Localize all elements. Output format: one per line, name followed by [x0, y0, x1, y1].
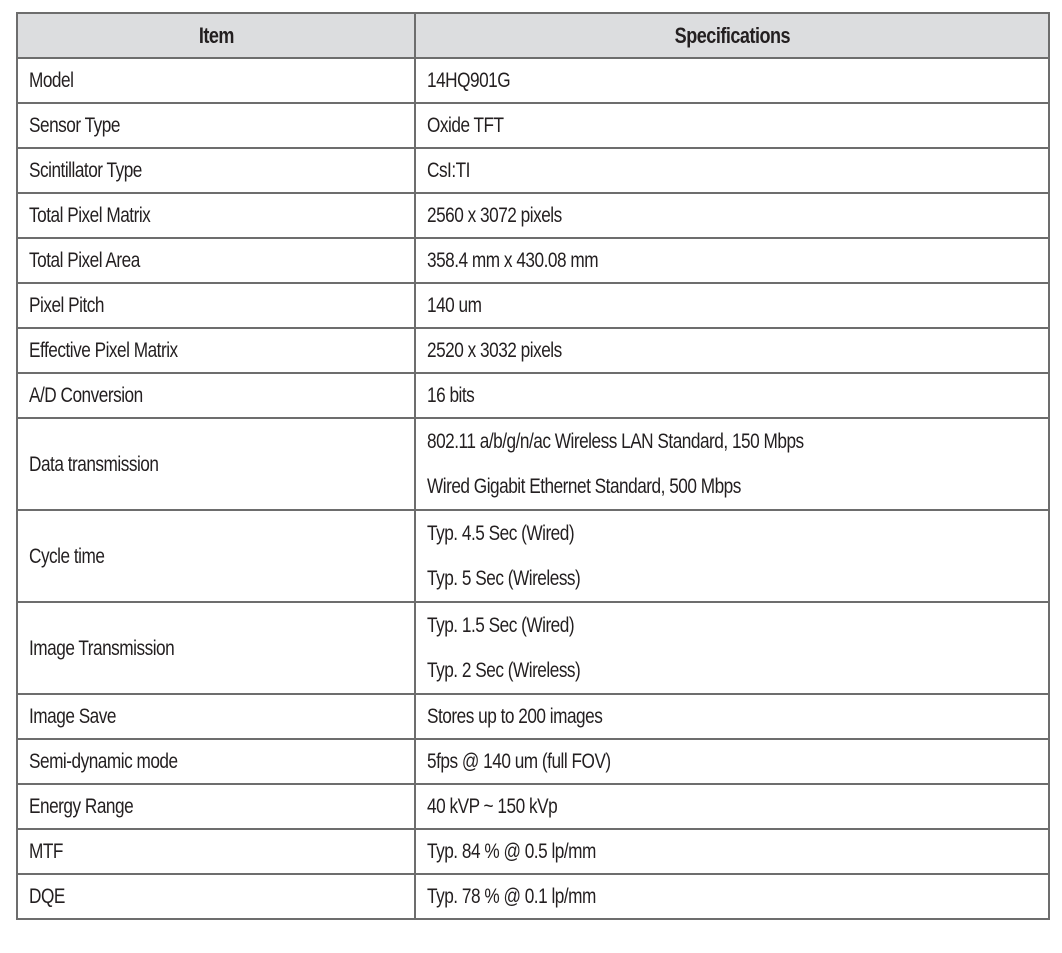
table-row — [17, 283, 1049, 328]
spec-cell: Typ. 4.5 Sec (Wired) Typ. 5 Sec (Wireless) — [415, 510, 1049, 602]
item-cell: Model — [17, 58, 415, 103]
table-row — [17, 694, 1049, 739]
item-cell: MTF — [17, 829, 415, 874]
item-cell: Data transmission — [17, 418, 415, 510]
table-row — [17, 193, 1049, 238]
table-row — [17, 238, 1049, 283]
item-cell: Image Transmission — [17, 602, 415, 694]
item-cell: Pixel Pitch — [17, 283, 415, 328]
spec-cell: 140 um — [415, 283, 1049, 328]
item-cell: Energy Range — [17, 784, 415, 829]
table-header-row — [17, 13, 1049, 58]
item-cell: Total Pixel Matrix — [17, 193, 415, 238]
table-row — [17, 602, 1049, 694]
item-cell: Image Save — [17, 694, 415, 739]
item-cell: Scintillator Type — [17, 148, 415, 193]
table-row — [17, 373, 1049, 418]
spec-cell: 5fps @ 140 um (full FOV) — [415, 739, 1049, 784]
item-cell: Total Pixel Area — [17, 238, 415, 283]
spec-cell: 2560 x 3072 pixels — [415, 193, 1049, 238]
spec-cell: 16 bits — [415, 373, 1049, 418]
item-cell: Semi-dynamic mode — [17, 739, 415, 784]
spec-cell: Typ. 78 % @ 0.1 lp/mm — [415, 874, 1049, 919]
spec-cell: Typ. 84 % @ 0.5 lp/mm — [415, 829, 1049, 874]
table-row — [17, 874, 1049, 919]
header-item: Item — [17, 13, 415, 58]
spec-cell: CsI:TI — [415, 148, 1049, 193]
table-row — [17, 739, 1049, 784]
item-cell: Sensor Type — [17, 103, 415, 148]
item-cell: Effective Pixel Matrix — [17, 328, 415, 373]
item-cell: Cycle time — [17, 510, 415, 602]
table-row — [17, 418, 1049, 510]
spec-cell: 358.4 mm x 430.08 mm — [415, 238, 1049, 283]
spec-cell: Typ. 1.5 Sec (Wired) Typ. 2 Sec (Wireless) — [415, 602, 1049, 694]
header-specifications: Specifications — [415, 13, 1049, 58]
spec-cell: 40 kVP ~ 150 kVp — [415, 784, 1049, 829]
table-row — [17, 148, 1049, 193]
table-row — [17, 103, 1049, 148]
spec-cell: Oxide TFT — [415, 103, 1049, 148]
table-row — [17, 58, 1049, 103]
spec-cell: 802.11 a/b/g/n/ac Wireless LAN Standard, 150 Mbps Wired Gigabit Ethernet Standard, 500 Mbps — [415, 418, 1049, 510]
table-row — [17, 328, 1049, 373]
item-cell: A/D Conversion — [17, 373, 415, 418]
table-row — [17, 510, 1049, 602]
spec-cell: 14HQ901G — [415, 58, 1049, 103]
spec-cell: Stores up to 200 images — [415, 694, 1049, 739]
specifications-table — [16, 12, 1050, 920]
item-cell: DQE — [17, 874, 415, 919]
table-row — [17, 784, 1049, 829]
table-row — [17, 829, 1049, 874]
spec-cell: 2520 x 3032 pixels — [415, 328, 1049, 373]
